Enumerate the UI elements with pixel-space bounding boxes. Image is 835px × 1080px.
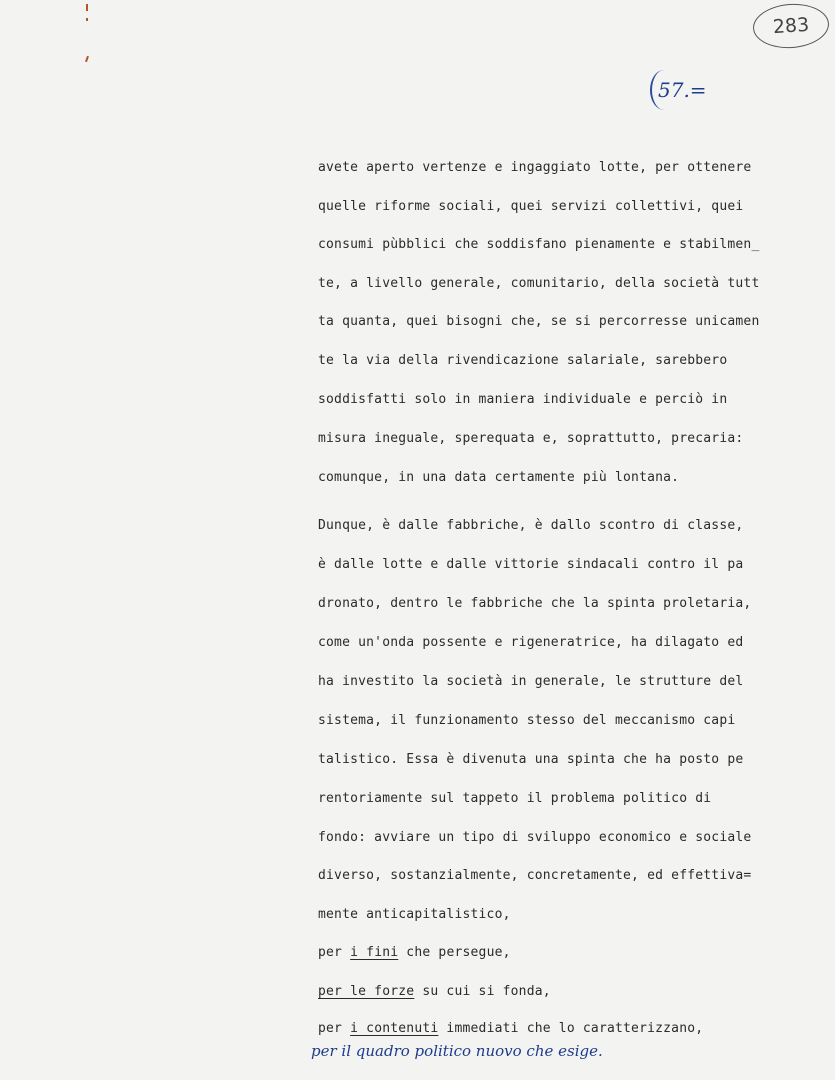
- text-line: sistema, il funzionamento stesso del meccanismo capi: [318, 713, 736, 728]
- list-item: [318, 945, 511, 960]
- text-line: dronato, dentro le fabbriche che la spinta proletaria,: [318, 596, 752, 611]
- stamp-number: 283: [772, 13, 810, 39]
- text-line: misura ineguale, sperequata e, soprattutto, precaria:: [318, 431, 744, 446]
- text-line: rentoriamente sul tappeto il problema politico di: [318, 791, 712, 806]
- text-line: ta quanta, quei bisogni che, se si percorresse unicamen: [318, 314, 760, 329]
- margin-mark: [85, 56, 89, 62]
- text-line: soddisfatti solo in maniera individuale e perciò in: [318, 392, 728, 407]
- list-item-suffix: che persegue,: [398, 945, 511, 960]
- list-item-prefix: per: [318, 945, 351, 960]
- text-line: quelle riforme sociali, quei servizi collettivi, quei: [318, 199, 744, 214]
- handwritten-note: per il quadro politico nuovo che esige.: [311, 1042, 603, 1060]
- text-line: è dalle lotte e dalle vittorie sindacali contro il pa: [318, 557, 744, 572]
- list-item-underlined: i contenuti: [350, 1021, 439, 1036]
- list-item-prefix: per: [318, 1021, 351, 1036]
- text-line: comunque, in una data certamente più lontana.: [318, 470, 680, 485]
- margin-mark: [86, 4, 88, 11]
- text-line: te, a livello generale, comunitario, della società tutt: [318, 276, 760, 291]
- text-line: fondo: avviare un tipo di sviluppo economico e sociale: [318, 830, 752, 845]
- list-item-underlined: per le forze: [318, 984, 415, 999]
- list-item-suffix: su cui si fonda,: [414, 984, 551, 999]
- text-line: talistico. Essa è divenuta una spinta che ha posto pe: [318, 752, 744, 767]
- text-line: mente anticapitalistico,: [318, 907, 511, 922]
- text-line: come un'onda possente e rigeneratrice, ha dilagato ed: [318, 635, 744, 650]
- text-line: diverso, sostanzialmente, concretamente, ed effettiva=: [318, 868, 752, 883]
- archive-stamp: [752, 1, 831, 50]
- folio-number: 57.=: [658, 78, 707, 102]
- text-line: consumi pùbblici che soddisfano pienamente e stabilmen_: [318, 237, 760, 252]
- list-item-suffix: immediati che lo caratterizzano,: [438, 1021, 704, 1036]
- text-line: avete aperto vertenze e ingaggiato lotte, per ottenere: [318, 160, 752, 175]
- text-line: ha investito la società in generale, le strutture del: [318, 674, 744, 689]
- margin-mark: [86, 18, 88, 21]
- text-line: te la via della rivendicazione salariale, sarebbero: [318, 353, 728, 368]
- list-item: [318, 984, 551, 999]
- list-item-underlined: i fini: [350, 945, 399, 960]
- list-item: [318, 1021, 703, 1036]
- page-folio: [650, 66, 707, 116]
- text-line: Dunque, è dalle fabbriche, è dallo scontro di classe,: [318, 518, 744, 533]
